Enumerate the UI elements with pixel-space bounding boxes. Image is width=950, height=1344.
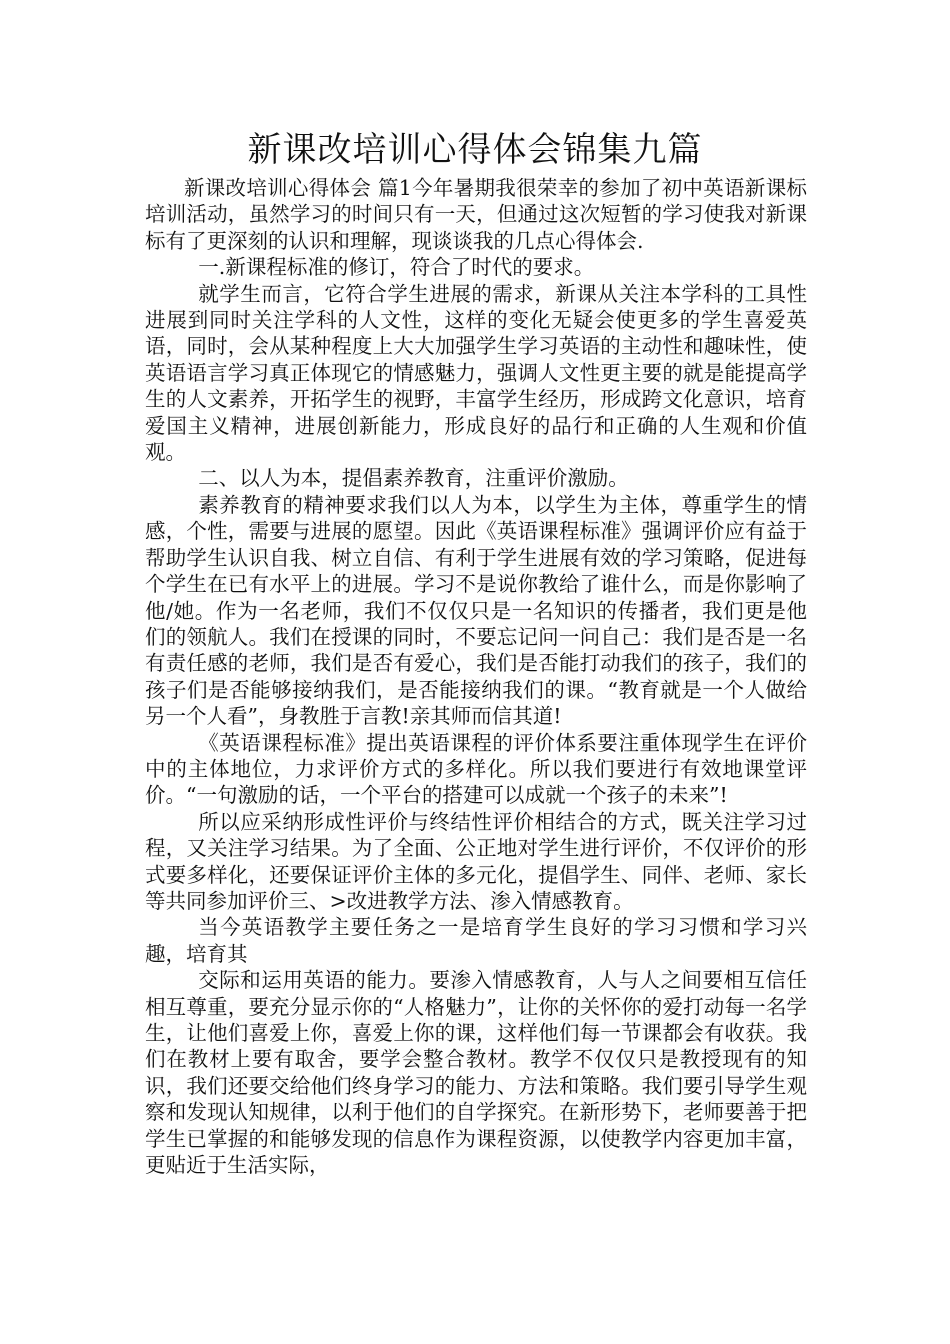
paragraph: 所以应采纳形成性评价与终结性评价相结合的方式，既关注学习过程，又关注学习结果。为了全面、公正地对学生进行评价，不仅评价的形式要多样化，还要保证评价主体的多元化，提倡学生、同伴、老师、家长等共同参加评价三、>改进教学方法、渗入情感教育。 (145, 809, 807, 913)
document-title: 新课改培训心得体会锦集九篇 (247, 130, 703, 170)
section-heading-2: 二、以人为本，提倡素养教育，注重评价激励。 (198, 466, 629, 491)
paragraph: 《英语课程标准》提出英语课程的评价体系要注重体现学生在评价中的主体地位，力求评价方式的多样化。所以我们要进行有效地课堂评价。“一句激励的话，一个平台的搭建可以成就一个孩子的未来”! (145, 730, 807, 808)
paragraph: 交际和运用英语的能力。要渗入情感教育，人与人之间要相互信任相互尊重，要充分显示你的“人格魅力”，让你的关怀你的爱打动每一名学生，让他们喜爱上你，喜爱上你的课，这样他们每一节课都会有收获。我们在教材上要有取舍，要学会整合教材。教学不仅仅只是教授现有的知识，我们还要交给他们终身学习的能力、方法和策略。我们要引导学生观察和发现认知规律，以利于他们的自学探究。在新形势下，老师要善于把学生已掌握的和能够发现的信息作为课程资源，以使教学内容更加丰富，更贴近于生活实际， (145, 968, 807, 1178)
paragraph-intro: 新课改培训心得体会 篇1今年暑期我很荣幸的参加了初中英语新课标培训活动，虽然学习的时间只有一天，但通过这次短暂的学习使我对新课标有了更深刻的认识和理解，现谈谈我的几点心得体会. (145, 176, 807, 253)
section-heading-1: 一.新课程标准的修订，符合了时代的要求。 (198, 255, 595, 280)
paragraph: 就学生而言，它符合学生进展的需求，新课从关注本学科的工具性进展到同时关注学科的人文性，这样的变化无疑会使更多的学生喜爱英语，同时，会从某种程度上大大加强学生学习英语的主动性和趣味性，使英语语言学习真正体现它的情感魅力，强调人文性更主要的就是能提高学生的人文素养，开拓学生的视野，丰富学生经历，形成跨文化意识，培育爱国主义精神，进展创新能力，形成良好的品行和正确的人生观和价值观。 (145, 281, 807, 465)
paragraph: 素养教育的精神要求我们以人为本，以学生为主体，尊重学生的情感，个性，需要与进展的愿望。因此《英语课程标准》强调评价应有益于帮助学生认识自我、树立自信、有利于学生进展有效的学习策略，促进每个学生在已有水平上的进展。学习不是说你教给了谁什么，而是你影响了他/她。作为一名老师，我们不仅仅只是一名知识的传播者，我们更是他们的领航人。我们在授课的同时，不要忘记问一问自己：我们是否是一名有责任感的老师，我们是否有爱心，我们是否能打动我们的孩子，我们的孩子们是否能够接纳我们，是否能接纳我们的课。“教育就是一个人做给另一个人看”，身教胜于言教!亲其师而信其道! (145, 492, 807, 729)
paragraph: 当今英语教学主要任务之一是培育学生良好的学习习惯和学习兴趣，培育其 (145, 915, 807, 966)
document-body (145, 175, 807, 1178)
